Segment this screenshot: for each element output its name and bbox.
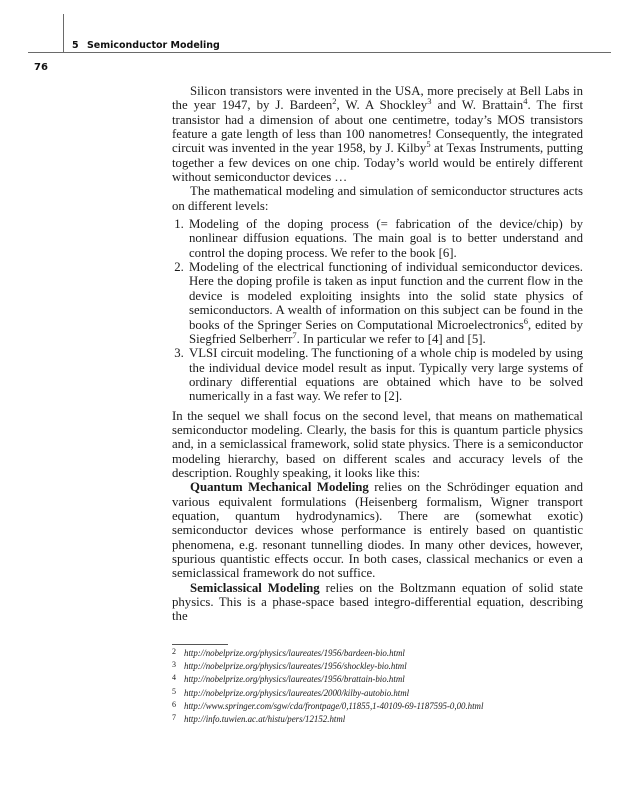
chapter-title: Semiconductor Modeling — [86, 40, 220, 51]
footnote-number: 2 — [172, 647, 176, 656]
footnote-ref-6: 6 — [523, 315, 529, 326]
text-run: , edited by Siegfried Selberherr — [189, 317, 583, 346]
header-vertical-rule — [63, 14, 64, 53]
page-number: 76 — [34, 62, 48, 73]
list-item-doping: 1. Modeling of the doping process (= fabrication of the device/chip) by nonlinear diffusion equations. The main goal is to better understand and control the doping process. We refer to the book [6]. — [187, 217, 583, 260]
footnote-number: 7 — [172, 713, 176, 723]
footnote — [172, 686, 592, 699]
text-run: relies on the Schrödinger equation and various equivalent formulations (Heisenberg formalism, Wigner transport equation, quantum hydrodynamics). There are (somewhat exotic) semiconductor devices whose performance is entirely based on quantistic phenomena, e.g. resonant tunnelling diodes. In many other devices, however, spurious quantistic effects occur. In both cases, classical mechanics or even a semiclassical framework do not suffice. — [172, 480, 583, 581]
header-horizontal-rule — [28, 52, 611, 53]
footnote-ref-4: 4 — [523, 96, 528, 107]
quantum-modeling-heading: Quantum Mechanical Modeling — [190, 480, 369, 495]
footnote-url: http://nobelprize.org/physics/laureates/1956/brattain-bio.html — [184, 674, 405, 685]
footnote-ref-3: 3 — [427, 96, 432, 107]
text-run: Silicon transistors were invented in the USA, more precisely at Bell Labs in the year 1947, by J. Bardeen — [172, 84, 583, 113]
footnote-number: 6 — [172, 699, 176, 709]
list-item-device — [187, 260, 583, 346]
text-run: at Texas Instruments, putting together a few devices on one chip. Today’s world would be entirely different without semiconductor devices … — [172, 141, 583, 185]
footnote-url: http://nobelprize.org/physics/laureates/1956/bardeen-bio.html — [184, 648, 405, 658]
footnote-number: 4 — [172, 673, 176, 683]
text-run: relies on the Boltzmann equation of solid state physics. This is a phase-space based integro-differential equation, describing the — [172, 580, 583, 624]
paragraph-sequel: In the sequel we shall focus on the second level, that means on mathematical semiconductor modeling. Clearly, the basis for this is quantum particle physics and, in a semiclassical framework, solid state physics. There is a semiconductor modeling hierarchy, based on different scales and accuracy levels of the description. Roughly speaking, it looks like this: — [172, 408, 583, 480]
list-item-vlsi: 3. VLSI circuit modeling. The functioning of a whole chip is modeled by using the individual device model result as input. Typically very large systems of ordinary differential equations are obtained which have to be solved numerically in a fast way. We refer to [2]. — [187, 346, 583, 403]
paragraph-transistor-history — [172, 84, 583, 184]
semiclassical-modeling-heading: Semiclassical Modeling — [190, 580, 320, 595]
footnote — [172, 672, 592, 685]
modeling-levels-list — [172, 217, 583, 403]
paragraph-quantum-modeling — [172, 480, 583, 580]
footnote — [172, 659, 592, 672]
footnote — [172, 646, 592, 659]
text-run: . The first transistor had a dimension of about one centimetre, today’s MOS transistors feature a gate length of less than 100 nanometres! Consequently, the integrated circuit was invented in the year 1958, by J. Kilby — [172, 98, 584, 156]
text-run: and W. Brattain — [431, 98, 524, 113]
paragraph-semiclassical-modeling — [172, 581, 583, 624]
footnote — [172, 712, 592, 725]
text-run: . In particular we refer to [4] and [5]. — [296, 331, 486, 346]
footnote-url: http://www.springer.com/sgw/cda/frontpage/0,11855,1-40109-69-1187595-0,00.html — [184, 700, 484, 711]
footnote-number: 5 — [172, 686, 176, 696]
running-header — [72, 40, 220, 51]
text-run: Modeling of the electrical functioning of individual semiconductor devices. Here the doping profile is taken as input function and the current flow in the device is modeled exploiting insights into the solid state physics of semiconductors. A wealth of information on this subject can be found in the books of the Springer Series on Computational Microelectronics — [189, 260, 583, 332]
footnotes — [172, 646, 592, 725]
footnote-url: http://nobelprize.org/physics/laureates/2000/kilby-autobio.html — [184, 687, 410, 698]
footnote-url: http://info.tuwien.ac.at/histu/pers/12152.html — [184, 714, 346, 725]
footnote-ref-2: 2 — [332, 96, 337, 107]
footnote-number: 3 — [172, 660, 176, 670]
footnote-ref-5: 5 — [426, 139, 431, 150]
footnote-ref-7: 7 — [292, 329, 297, 340]
footnote-url: http://nobelprize.org/physics/laureates/1956/shockley-bio.html — [184, 661, 407, 672]
text-run: , W. A Shockley — [336, 98, 428, 113]
chapter-number: 5 — [72, 40, 79, 51]
footnote — [172, 699, 592, 712]
paragraph-modeling-levels: The mathematical modeling and simulation of semiconductor structures acts on different levels: — [172, 184, 583, 213]
footnote-rule — [172, 644, 228, 645]
body-text — [172, 84, 583, 624]
